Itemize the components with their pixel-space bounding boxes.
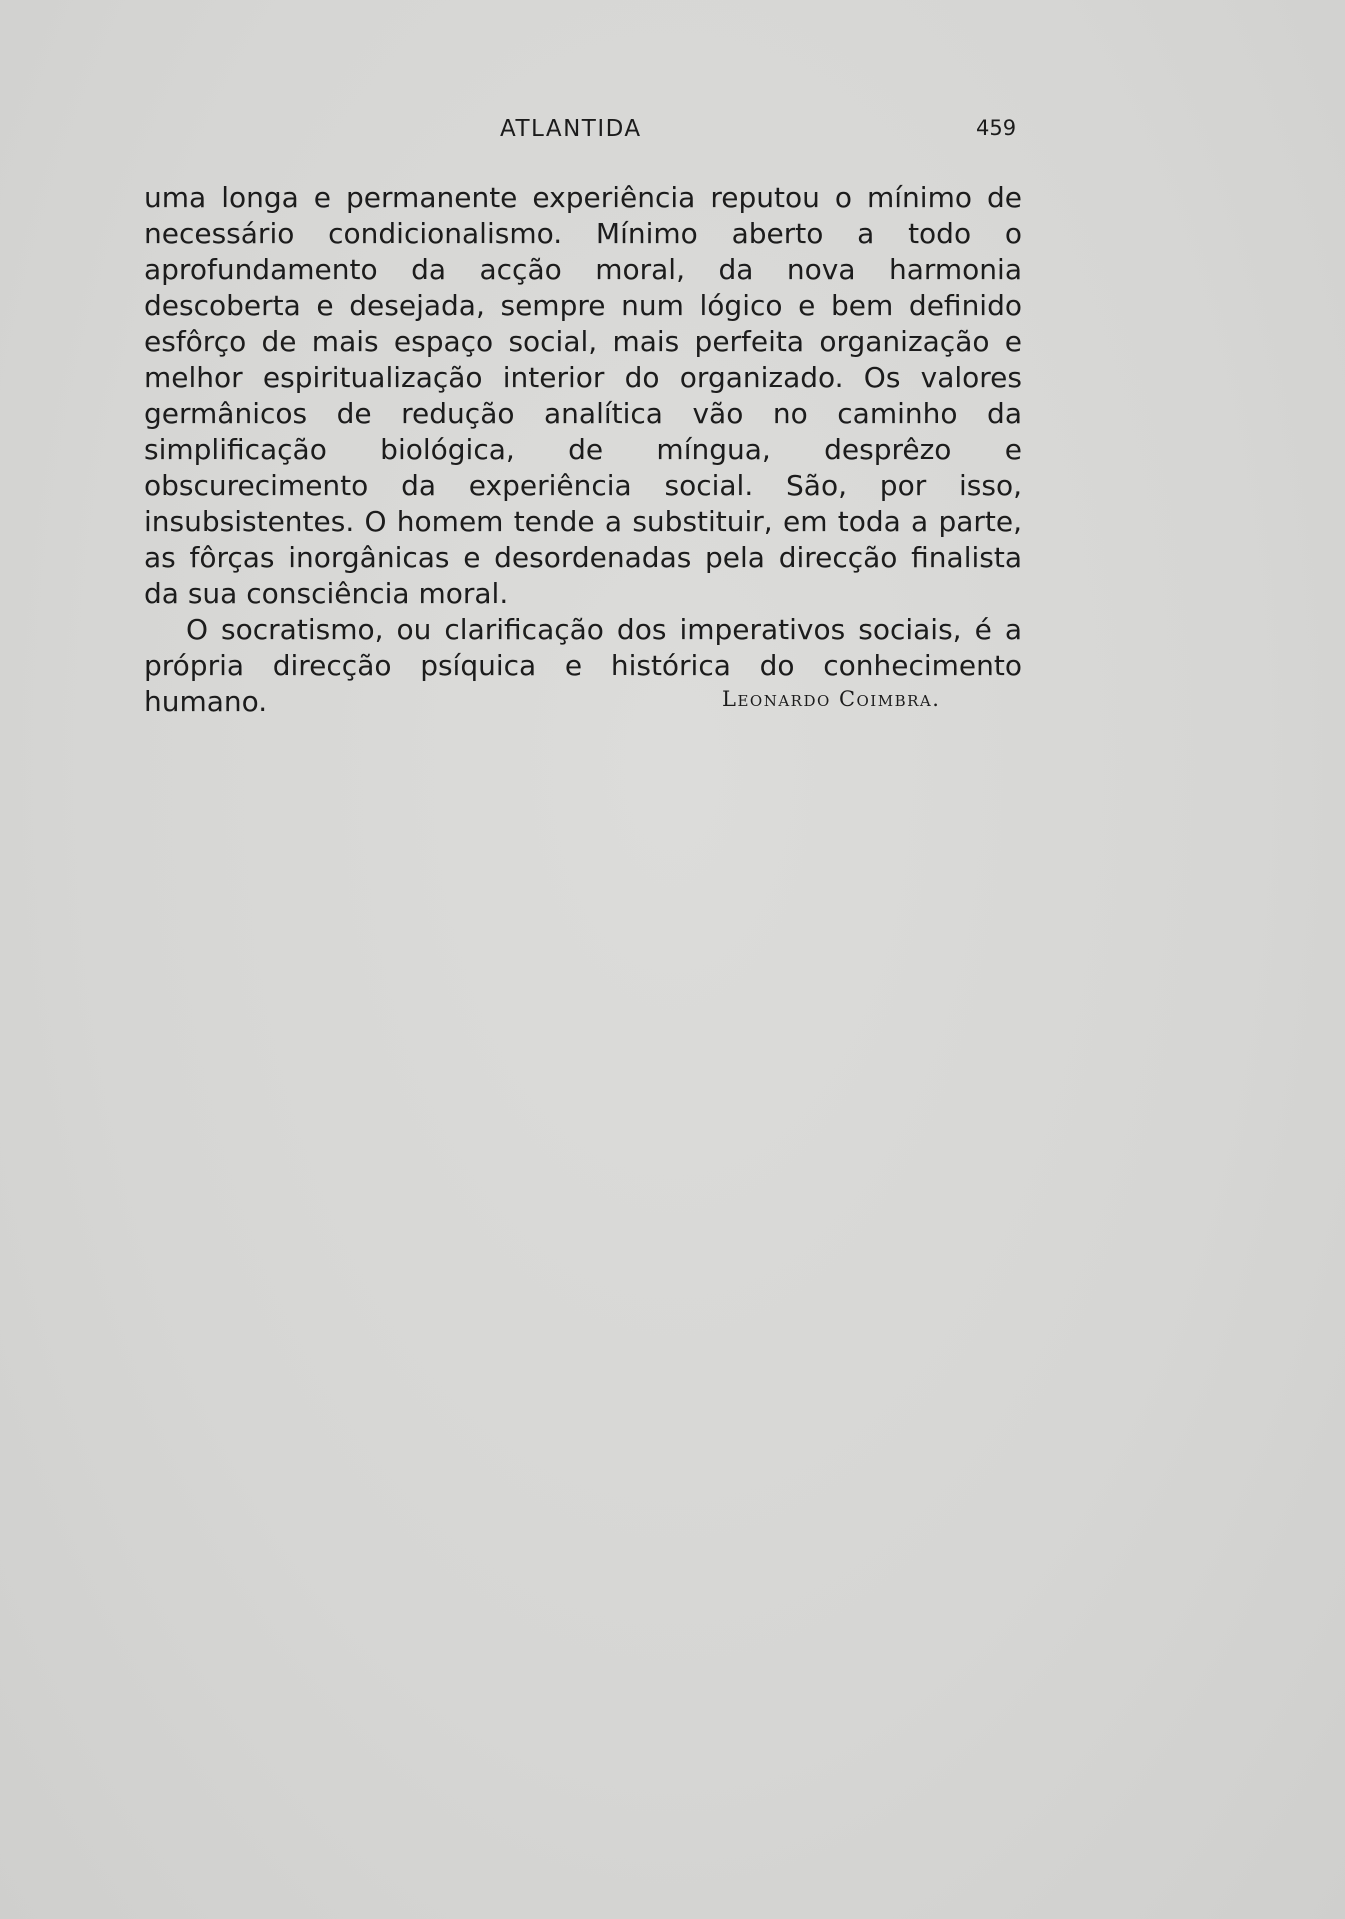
- body-text: [144, 180, 1022, 720]
- journal-title: ATLANTIDA: [500, 116, 642, 142]
- running-head: [0, 116, 1345, 146]
- paragraph-1: uma longa e permanente experiência reputou o mínimo de necessário condicionalismo. Mínimo aberto a todo o aprofundamento da acção moral, da nova harmonia descoberta e desejada, sempre num lógico e bem definido esfôrço de mais espaço social, mais perfeita organização e melhor espiritualização interior do organizado. Os valores germânicos de redução analítica vão no caminho da simplificação biológica, de míngua, desprêzo e obscurecimento da experiência social. São, por isso, insubsistentes. O homem tende a substituir, em toda a parte, as fôrças inorgânicas e desordenadas pela direcção finalista da sua consciência moral.: [144, 181, 1022, 610]
- author-signature: Leonardo Coimbra.: [722, 687, 941, 711]
- page-number: 459: [976, 116, 1017, 140]
- paragraph-2: O socratismo, ou clarificação dos imperativos sociais, é a própria direcção psíquica e histórica do conhecimento humano.: [144, 613, 1022, 718]
